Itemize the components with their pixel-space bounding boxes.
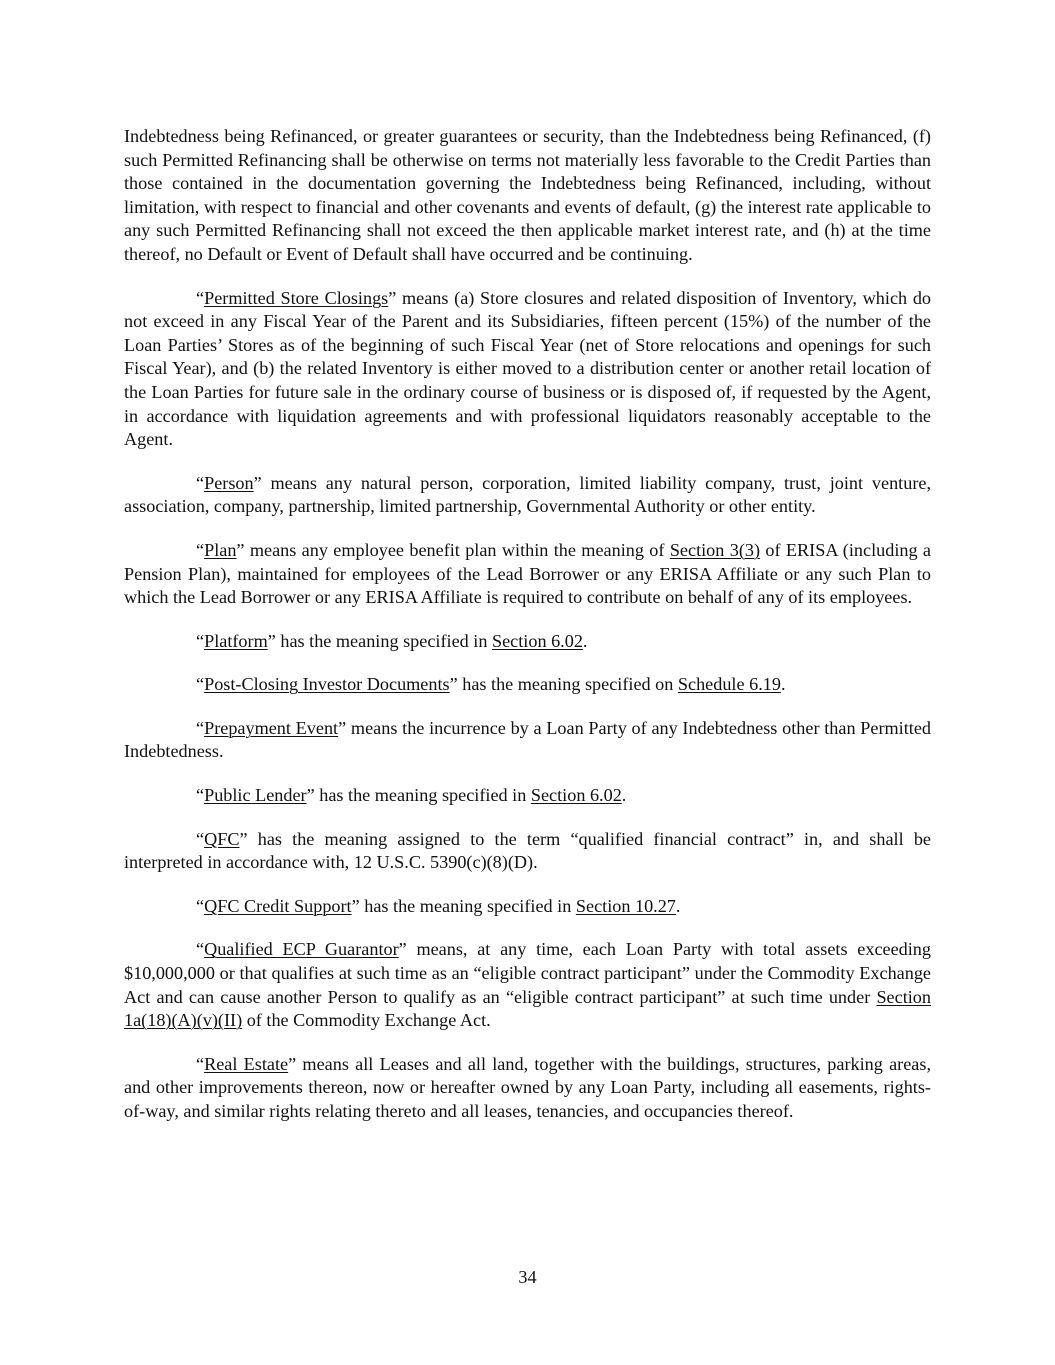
defined-term: Plan bbox=[204, 539, 237, 560]
defined-term: Prepayment Event bbox=[204, 717, 339, 738]
open-quote: “ bbox=[196, 828, 205, 849]
open-quote: “ bbox=[196, 630, 205, 651]
definition-public-lender bbox=[124, 784, 931, 808]
open-quote: “ bbox=[196, 287, 205, 308]
defined-term: Person bbox=[204, 472, 254, 493]
definition-platform bbox=[124, 630, 931, 654]
definition-text-end: of ERISA (including a Pension Plan), maintained for employees of the Lead Borrower or any ERISA Affiliate or any such Plan to which the Lead Borrower or any ERISA Affiliate is required to contribute on behalf of any of its employees. bbox=[124, 539, 931, 608]
definition-text: ” has the meaning specified in bbox=[351, 895, 576, 916]
open-quote: “ bbox=[196, 785, 205, 806]
paragraph-text: Indebtedness being Refinanced, or greater guarantees or security, than the Indebtedness being Refinanced, (f) such Permitted Refinancing shall be otherwise on terms not materially less favorable to the Credit Parties than those contained in the documentation governing the Indebtedness being Refinanced, including, without limitation, with respect to financial and other covenants and events of default, (g) the interest rate applicable to any such Permitted Refinancing shall not exceed the then applicable market interest rate, and (h) at the time thereof, no Default or Event of Default shall have occurred and be continuing. bbox=[124, 126, 931, 264]
period: . bbox=[621, 785, 627, 806]
definition-post-closing-investor-documents bbox=[124, 673, 931, 697]
defined-term: Post-Closing Investor Documents bbox=[204, 674, 450, 695]
section-reference: Section 3(3) bbox=[669, 539, 761, 560]
open-quote: “ bbox=[196, 1053, 205, 1074]
section-reference: Section 10.27 bbox=[575, 895, 676, 916]
section-reference: Section 1a(18)(A)(v)(II) bbox=[124, 986, 931, 1031]
open-quote: “ bbox=[196, 472, 205, 493]
definition-text: ” means any natural person, corporation, limited liability company, trust, joint venture, association, company, partnership, limited partnership, Governmental Authority or other entity. bbox=[124, 472, 931, 517]
definition-qfc bbox=[124, 828, 931, 875]
section-reference: Section 6.02 bbox=[491, 630, 583, 651]
definition-text-end: of the Commodity Exchange Act. bbox=[242, 1010, 491, 1031]
defined-term: Real Estate bbox=[204, 1053, 289, 1074]
definition-text: ” means (a) Store closures and related disposition of Inventory, which do not exceed in any Fiscal Year of the Parent and its Subsidiaries, fifteen percent (15%) of the number of the Loan Parties’ Stores as of the beginning of such Fiscal Year (net of Store relocations and openings for such Fiscal Year), and (b) the related Inventory is either moved to a distribution center or another retail location of the Loan Parties for future sale in the ordinary course of business or is disposed of, if requested by the Agent, in accordance with liquidation agreements and with professional liquidators reasonably acceptable to the Agent. bbox=[124, 287, 932, 450]
definition-text: ” has the meaning specified in bbox=[267, 630, 492, 651]
period: . bbox=[675, 895, 681, 916]
definition-real-estate bbox=[124, 1053, 931, 1124]
defined-term: QFC Credit Support bbox=[204, 895, 352, 916]
definition-text: ” has the meaning assigned to the term “qualified financial contract” in, and shall be interpreted in accordance with, 12 U.S.C. 5390(c)(8)(D). bbox=[124, 828, 931, 873]
definition-qualified-ecp-guarantor bbox=[124, 938, 931, 1032]
open-quote: “ bbox=[196, 717, 205, 738]
paragraph-permitted-refinancing-continued bbox=[124, 125, 931, 267]
definition-qfc-credit-support bbox=[124, 895, 931, 919]
definition-person bbox=[124, 472, 931, 519]
definition-plan bbox=[124, 539, 931, 610]
document-body bbox=[124, 125, 931, 1144]
definition-text: ” means the incurrence by a Loan Party of any Indebtedness other than Permitted Indebtedness. bbox=[124, 717, 932, 762]
defined-term: QFC bbox=[204, 828, 240, 849]
definition-text: ” means all Leases and all land, together with the buildings, structures, parking areas, and other improvements thereon, now or hereafter owned by any Loan Party, including all easements, rights-of-way, and similar rights relating thereto and all leases, tenancies, and occupancies thereof. bbox=[124, 1053, 931, 1121]
period: . bbox=[582, 630, 588, 651]
definition-prepayment-event bbox=[124, 717, 931, 764]
definition-permitted-store-closings bbox=[124, 287, 931, 452]
schedule-reference: Schedule 6.19 bbox=[677, 674, 781, 695]
period: . bbox=[780, 674, 786, 695]
defined-term: Qualified ECP Guarantor bbox=[204, 939, 399, 960]
defined-term: Permitted Store Closings bbox=[204, 287, 389, 308]
open-quote: “ bbox=[196, 939, 205, 960]
defined-term: Platform bbox=[204, 630, 268, 651]
section-reference: Section 6.02 bbox=[530, 785, 622, 806]
definition-text: ” has the meaning specified on bbox=[449, 674, 678, 695]
page-number: 34 bbox=[518, 1267, 537, 1287]
definition-text: ” has the meaning specified in bbox=[306, 785, 531, 806]
open-quote: “ bbox=[196, 539, 205, 560]
defined-term: Public Lender bbox=[204, 785, 307, 806]
open-quote: “ bbox=[196, 674, 205, 695]
open-quote: “ bbox=[196, 895, 205, 916]
definition-text: ” means any employee benefit plan within the meaning of bbox=[236, 539, 670, 560]
definition-text: ” means, at any time, each Loan Party with total assets exceeding $10,000,000 or that qualifies at such time as an “eligible contract participant” under the Commodity Exchange Act and can cause another Person to qualify as an “eligible contract participant” at such time under bbox=[124, 939, 931, 1007]
